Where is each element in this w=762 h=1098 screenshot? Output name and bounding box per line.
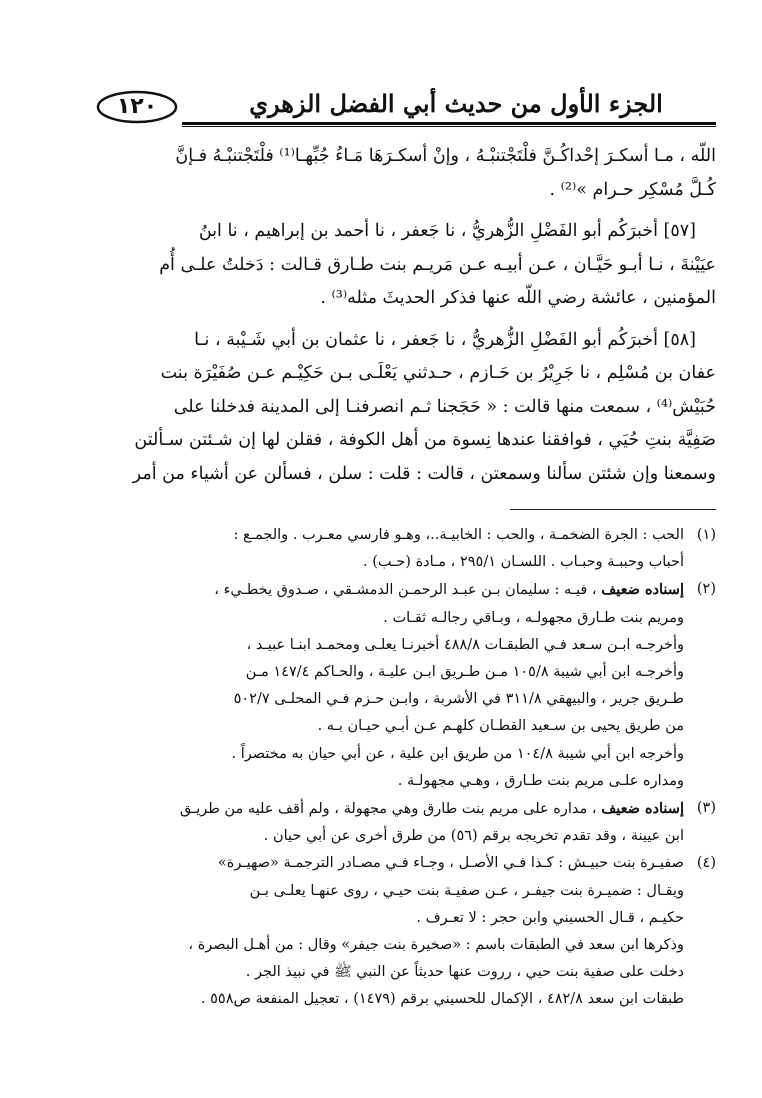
page-header [96,86,716,130]
footnote-line: وأخرجـه ابن أبي شيبة ١٠٥/٨ مـن طـريق ابـن عليـة ، والحـاكم ١٤٧/٤ مـن [245,664,684,681]
footnote-line: ومريم بنت طـارق مجهولـه ، وبـاقي رجالـه ثقـات . [383,609,684,626]
footnote-body [98,522,684,576]
page-number: ١٢٠ [116,94,158,119]
footnote-2 [98,576,716,795]
footnote-line: من طريق يحيى بن سـعيد القطـان كلهـم عـن أبـي حيـان بـه . [317,718,684,735]
footnote-line: أحباب وحببـة وحبـاب . اللسـان ٢٩٥/١ ، مـادة (حـب) . [362,554,684,571]
text-line: المؤمنين ، عائشة رضي اللّه عنها فذكر الحديثَ مثله⁽³⁾ . [320,288,716,308]
footnotes [98,522,716,1014]
footnote-line: وذكرها ابن سعد في الطبقات باسم : «صخيرة بنت جيفر» وقال : من أهـل البصرة ، [188,937,684,954]
footnote-text: ، فيـه : سليمان بـن عبـد الرحمـن الدمشـقي ، صـدوق يخطـيء ، [214,582,602,599]
footnote-line [98,576,684,604]
footnote-line: طـريق جرير ، والبيهقي ٣١١/٨ في الأشربة ، وابـن حـزم فـي المحلـى ٥٠٢/٧ [233,691,684,708]
footnote-line [98,795,684,823]
text-line: حُبَيْش⁽⁴⁾ ، سمعت منها قالت : « حَجَجنا ثـم انصرفنـا إلى المدينة فدخلنا على [173,396,716,417]
footnote-1 [98,522,716,576]
footnote-number: (٣) [696,800,716,817]
text-line: [٥٨] أخبرَكُم أبو الفَضْلِ الزُّهريُّ ، نا جَعفر ، نا عثمان بن أبي شَـيْبة ، نـا [194,329,696,350]
footnote-body [98,576,684,795]
text-line: [٥٧] أخبرَكُم أبو الفَضْلِ الزُّهريُّ ، نا جَعفر ، نا أحمد بن إبراهيم ، نا ابنُ [198,221,696,241]
footnote-text: ، مداره على مريم بنت طارق وهي مجهولة ، ولم أقف عليه من طريـق [179,801,602,818]
footnote-line: ابن عيينة ، وقد تقدم تخريجه برقم (٥٦) من طرق أخرى عن أبي حيان . [263,828,684,845]
isnad-grade: إسناده ضعيف [601,800,684,818]
paragraph-continuation [98,140,716,207]
page-number-badge [96,90,178,124]
footnote-line: دخلت على صفية بنت حيي ، رروت عنها حديثاً عن النبي ﷺ في نبيذ الجر . [245,964,684,981]
footnote-line: طبقات ابن سعد ٤٨٢/٨ ، الإكمال للحسيني برقم (١٤٧٩) ، تعجيل المنفعة ص٥٥٨ . [200,991,684,1008]
text-line: وسمعنا وإن شئتن سألنا وسمعتن ، قالت : قلت : سلن ، فسألن عن أشياء من أمر [132,463,716,484]
footnote-line: حكيـم ، قـال الحسيني وابن حجر : لا تعـرف . [416,909,684,926]
text-line: صَفِيَّة بنتِ حُيَي ، فوافقنا عندها نِسوة من أهل الكوفة ، فقلن لها إن شـئتن سـألتن [134,430,716,450]
footnote-line: وأخرجـه ابـن سـعد فـي الطبقـات ٤٨٨/٨ أخبرنـا يعلـى ومحمـد ابنـا عبيـد ، [246,636,684,653]
text-line: عيَيْنةَ ، نـا أبـو حَيَّـان ، عـن أبيـه عـن مَريـم بنت طـارق قـالت : دَخلتُ علـى أُم [159,254,716,275]
footnote-divider [510,509,716,510]
isnad-grade: إسناده ضعيف [601,581,684,599]
hadith-58 [98,324,716,492]
text-line: اللّه ، مـا أسكـرَ إحْداكُـنَّ فلْتَجْتنبْـهُ ، وإنْ أسكـرَهَا مَـاءُ جُبِّهـا⁽¹⁾ فلْتَجْتنبْـهُ فـإنَّ [175,146,716,166]
header-rule [182,122,716,127]
footnote-3 [98,795,716,850]
footnote-line: صفيـرة بنت حبيـش : كـذا فـي الأصـل ، وجـاء فـي مصـادر الترجمـة «صهيـرة» [217,855,684,872]
running-title: الجزء الأول من حديث أبي الفضل الزهري [249,89,663,118]
footnote-number: (١) [696,527,716,543]
footnote-number: (٤) [696,855,716,872]
text-line: عفان بن مُسْلِم ، نا جَرِيْرُ بن حَـازم ، حـدثني يَعْلَـى بـن حَكِيْـم عـن صُفَيْرَة بنت [160,363,716,383]
footnote-number: (٢) [696,581,716,598]
main-text [98,140,716,491]
footnote-body [98,850,684,1013]
text-line: كُـلَّ مُسْكِر حـرام »⁽²⁾ . [549,179,716,200]
hadith-57 [98,215,716,316]
footnote-body [98,795,684,850]
footnote-line: وأخرجه ابن أبي شيبة ١٠٤/٨ من طريق ابن علية ، عن أبي حيان به مختصراً . [231,745,684,762]
footnote-line: ومداره علـى مريم بنت طـارق ، وهـي مجهولـة . [397,772,684,789]
footnote-line: الحب : الجرة الضخمـة ، والحب : الخابيـة..، وهـو فارسي معـرب . والجمـع : [233,527,684,543]
footnote-4 [98,850,716,1013]
footnote-line: ويقـال : ضميـرة بنت جيفـر ، عـن صفيـة بنت حيـي ، روى عنهـا يعلـى بـن [249,882,684,899]
